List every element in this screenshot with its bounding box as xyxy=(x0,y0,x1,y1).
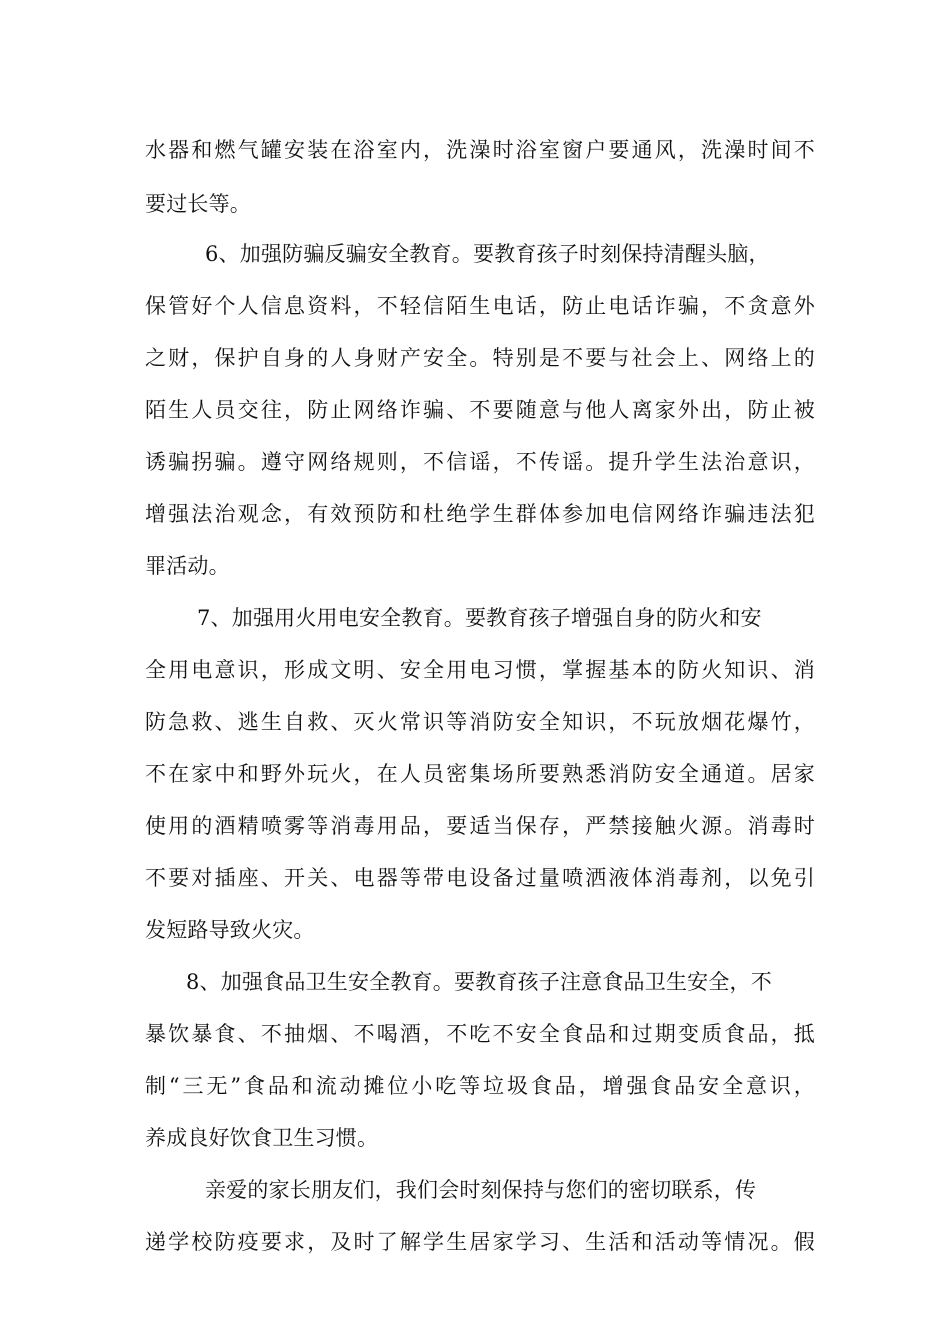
paragraph-7-line-6: 不要对插座、开关、电器等带电设备过量喷洒液体消毒剂，以免引 xyxy=(145,866,815,890)
paragraph-6-line-4: 陌生人员交往，防止网络诈骗、不要随意与他人离家外出，防止被 xyxy=(145,398,815,422)
paragraph-8-line-2: 暴饮暴食、不抽烟、不喝酒，不吃不安全食品和过期变质食品，抵 xyxy=(145,1022,815,1046)
paragraph-7-line-2: 全用电意识，形成文明、安全用电习惯，掌握基本的防火知识、消 xyxy=(145,658,815,682)
paragraph-7-line-1: 7、加强用火用电安全教育。要教育孩子增强自身的防火和安 xyxy=(197,606,762,630)
closing-paragraph-line-2: 递学校防疫要求，及时了解学生居家学习、生活和活动等情况。假 xyxy=(145,1230,815,1254)
paragraph-7-line-5: 使用的酒精喷雾等消毒用品，要适当保存，严禁接触火源。消毒时 xyxy=(145,814,815,838)
paragraph-6-line-2: 保管好个人信息资料，不轻信陌生电话，防止电话诈骗，不贪意外 xyxy=(145,294,815,318)
paragraph-8-line-3: 制“三无”食品和流动摊位小吃等垃圾食品，增强食品安全意识， xyxy=(145,1074,815,1098)
paragraph-7-line-3: 防急救、逃生自救、灭火常识等消防安全知识，不玩放烟花爆竹， xyxy=(145,710,815,734)
paragraph-7-line-4: 不在家中和野外玩火，在人员密集场所要熟悉消防安全通道。居家 xyxy=(145,762,815,786)
paragraph-6-line-6: 增强法治观念，有效预防和杜绝学生群体参加电信网络诈骗违法犯 xyxy=(145,502,815,526)
closing-paragraph-line-1: 亲爱的家长朋友们，我们会时刻保持与您们的密切联系，传 xyxy=(205,1178,757,1202)
paragraph-7-line-7: 发短路导致火灾。 xyxy=(145,918,315,942)
paragraph-6-line-5: 诱骗拐骗。遵守网络规则，不信谣，不传谣。提升学生法治意识， xyxy=(145,450,815,474)
paragraph-8-line-4: 养成良好饮食卫生习惯。 xyxy=(145,1126,379,1150)
paragraph-8-line-1: 8、加强食品卫生安全教育。要教育孩子注意食品卫生安全，不 xyxy=(186,970,772,994)
paragraph-5-line-2: 水器和燃气罐安装在浴室内，洗澡时浴室窗户要通风，洗澡时间不 xyxy=(145,138,815,162)
paragraph-6-line-1: 6、加强防骗反骗安全教育。要教育孩子时刻保持清醒头脑， xyxy=(205,242,770,266)
paragraph-6-line-3: 之财，保护自身的人身财产安全。特别是不要与社会上、网络上的 xyxy=(145,346,815,370)
paragraph-5-line-3: 要过长等。 xyxy=(145,192,251,216)
paragraph-6-line-7: 罪活动。 xyxy=(145,554,230,578)
